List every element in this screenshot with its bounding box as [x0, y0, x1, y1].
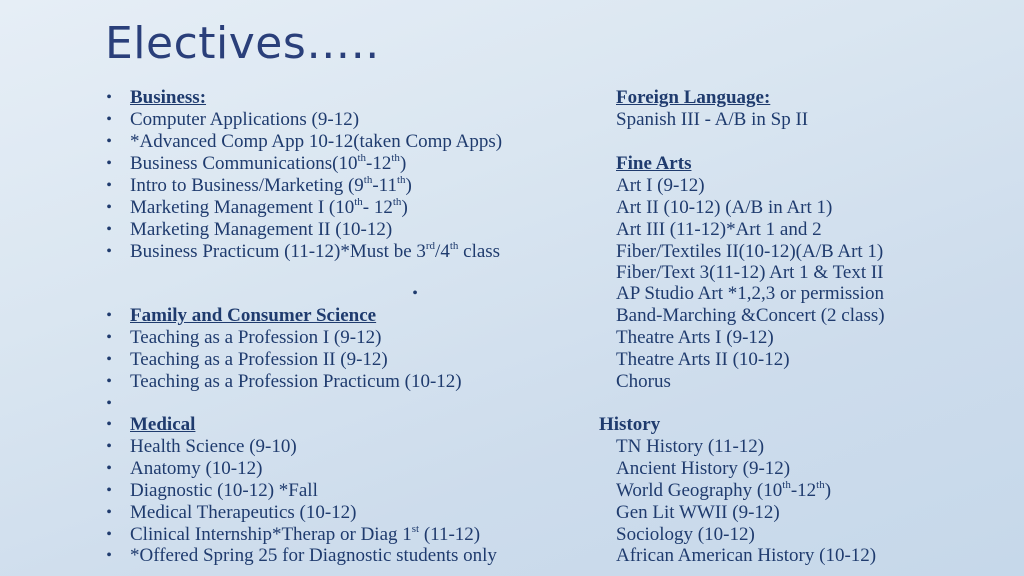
foreign-language-item: Spanish III - A/B in Sp II	[616, 109, 809, 130]
text: (11-12)	[419, 524, 481, 545]
text: )	[405, 175, 412, 196]
superscript: th	[449, 239, 459, 252]
bullet-icon	[102, 436, 116, 458]
bullet-icon	[102, 371, 116, 393]
business-item	[130, 241, 500, 263]
bullet-icon	[102, 327, 116, 349]
superscript: st	[411, 522, 420, 535]
business-item: Marketing Management II (10-12)	[130, 219, 393, 240]
history-item: Ancient History (9-12)	[616, 458, 791, 479]
fine-arts-item: Band-Marching &Concert (2 class)	[616, 305, 885, 326]
fine-arts-item: Chorus	[616, 371, 671, 392]
fcs-item: Teaching as a Profession Practicum (10-12)	[130, 371, 462, 392]
text: Marketing Management I (10	[130, 197, 355, 218]
text: World Geography (10	[616, 480, 783, 501]
text: )	[401, 197, 408, 218]
text: -12	[366, 153, 392, 174]
bullet-icon	[102, 524, 116, 546]
superscript: rd	[425, 239, 436, 252]
bullet-icon	[408, 283, 422, 305]
history-item: African American History (10-12)	[616, 545, 877, 566]
bullet-icon	[102, 305, 116, 327]
fine-arts-heading: Fine Arts	[616, 153, 692, 174]
fcs-item: Teaching as a Profession II (9-12)	[130, 349, 388, 370]
fine-arts-item: Fiber/Text 3(11-12) Art 1 & Text II	[616, 262, 884, 283]
superscript: th	[354, 195, 363, 208]
text: Business Practicum (11-12)*Must be 3	[130, 241, 426, 262]
business-heading: Business:	[130, 87, 207, 108]
bullet-icon	[102, 175, 116, 197]
text: )	[824, 480, 832, 501]
bullet-icon	[102, 349, 116, 371]
bullet-icon	[102, 480, 116, 502]
medical-heading: Medical	[130, 414, 196, 435]
bullet-icon	[102, 197, 116, 219]
superscript: th	[816, 478, 825, 491]
text: class	[458, 241, 501, 262]
fine-arts-item: AP Studio Art *1,2,3 or permission	[616, 283, 884, 304]
history-item	[616, 480, 831, 502]
history-item: Gen Lit WWII (9-12)	[616, 502, 780, 523]
history-heading: History	[599, 414, 661, 435]
bullet-icon	[102, 131, 116, 153]
medical-item: Diagnostic (10-12) *Fall	[130, 480, 318, 501]
history-item: TN History (11-12)	[616, 436, 765, 457]
business-item	[130, 197, 408, 219]
fcs-item: Teaching as a Profession I (9-12)	[130, 327, 382, 348]
business-item	[130, 153, 406, 175]
bullet-icon	[102, 458, 116, 480]
fine-arts-item: Theatre Arts II (10-12)	[616, 349, 790, 370]
text: Business Communications(10	[130, 153, 358, 174]
bullet-icon	[102, 393, 116, 415]
fcs-heading: Family and Consumer Science	[130, 305, 377, 326]
history-item: Sociology (10-12)	[616, 524, 755, 545]
medical-item	[130, 524, 480, 546]
bullet-icon	[102, 502, 116, 524]
bullet-icon	[102, 414, 116, 436]
medical-item: Anatomy (10-12)	[130, 458, 263, 479]
bullet-icon	[102, 241, 116, 263]
business-item	[130, 175, 412, 197]
text: -12	[790, 480, 817, 501]
superscript: th	[392, 195, 402, 208]
fine-arts-item: Art III (11-12)*Art 1 and 2	[616, 219, 822, 240]
foreign-language-heading: Foreign Language:	[616, 87, 771, 108]
bullet-icon	[102, 87, 116, 109]
fine-arts-item: Theatre Arts I (9-12)	[616, 327, 774, 348]
superscript: th	[391, 151, 400, 164]
text: Clinical Internship*Therap or Diag 1	[130, 524, 412, 545]
fine-arts-item: Fiber/Textiles II(10-12)(A/B Art 1)	[616, 241, 884, 262]
superscript: th	[396, 173, 406, 186]
text: -11	[372, 175, 397, 196]
slide-title: Electives…..	[105, 18, 380, 69]
medical-item: Medical Therapeutics (10-12)	[130, 502, 357, 523]
bullet-icon	[102, 109, 116, 131]
bullet-icon	[102, 545, 116, 567]
superscript: th	[363, 173, 373, 186]
text: - 12	[362, 197, 393, 218]
fine-arts-item: Art II (10-12) (A/B in Art 1)	[616, 197, 833, 218]
text: Intro to Business/Marketing (9	[130, 175, 364, 196]
business-item: *Advanced Comp App 10-12(taken Comp Apps)	[130, 131, 503, 152]
bullet-icon	[102, 153, 116, 175]
text: )	[399, 153, 407, 174]
superscript: th	[357, 151, 367, 164]
fine-arts-item: Art I (9-12)	[616, 175, 705, 196]
business-item: Computer Applications (9-12)	[130, 109, 360, 130]
bullet-icon	[102, 219, 116, 241]
medical-item: *Offered Spring 25 for Diagnostic students only	[130, 545, 497, 566]
superscript: th	[782, 478, 791, 491]
medical-item: Health Science (9-10)	[130, 436, 297, 457]
text: /4	[435, 241, 450, 262]
